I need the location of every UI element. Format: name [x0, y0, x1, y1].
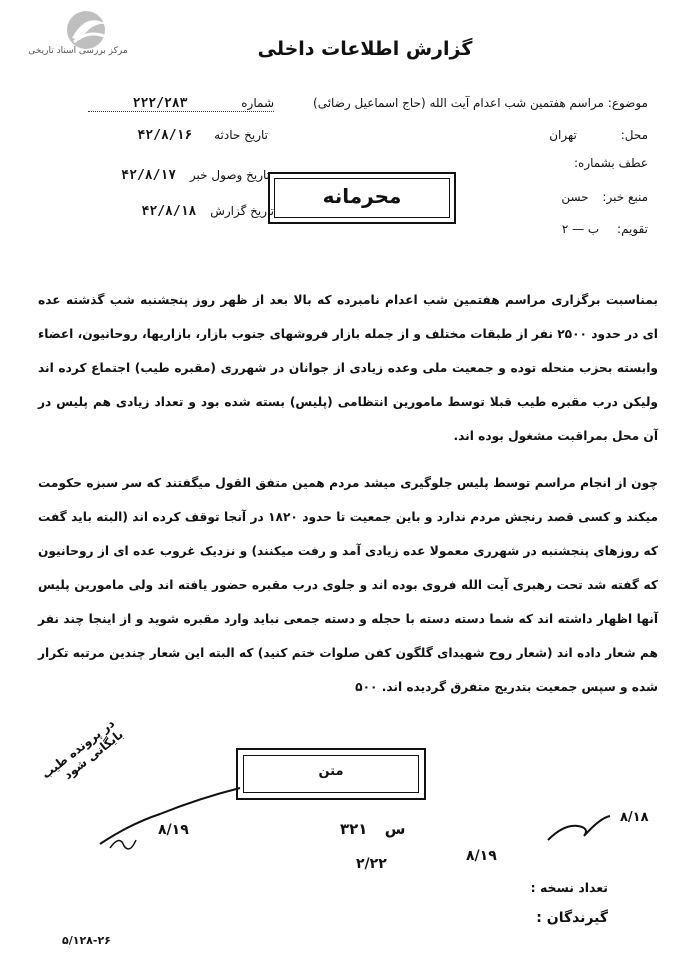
number-label: شماره	[241, 96, 274, 110]
subject-row: موضوع: مراسم هفتمین شب اعدام آیت ‌الله‌ (حاج اسماعیل رضائی)	[313, 96, 648, 110]
approval-box-text: متن	[318, 764, 344, 779]
file-label: س	[384, 820, 406, 838]
confidential-stamp-text: محرمانه	[322, 184, 402, 208]
report-paragraph-2: چون از انجام مراسم توسط پلیس جلوگیری میشد مردم همین متفق القول میگفتند که سر سبزه حکومت میکند و کسی قصد رنجش مردم ندارد و باین جمعیت تا حدود ۱۸۲۰ در آنجا توقف کرده اند (البته باید گفت که روزهای پنجشنبه در شهرری معمولا عده زیادی آمد و رفت میکنند) و نزدیک غروب عده ای از روحانیون که گفته شد تحت رهبری آیت الله فروی بوده اند و جلوی درب مقبره حضور یافته اند ولی مامورین پلیس آنها اظهار داشته اند که شما دسته دسته با حجله و دسته جمعی نباید وارد مقبره شوید و از اینجا چند نفر هم شعار داده اند (شعار روح شهیدای گلگون کفن صلوات ختم کنید) که البته این شعار چندین مرتبه تکرار شده و سپس جمعیت بتدریج متفرق گردیده اند. ۵۰۰	[38, 476, 658, 694]
report-date-row	[62, 204, 274, 219]
evaluation-row: تقویم: ب — ۲	[561, 222, 648, 236]
archive-logo-caption: مرکز بررسی اسناد تاریخی	[28, 46, 128, 56]
incident-date-label: تاریخ حادثه	[214, 128, 268, 142]
place-row: محل: تهران	[549, 128, 648, 142]
confidential-stamp	[268, 172, 456, 224]
file-number-row	[340, 820, 405, 838]
receipt-date-value: ۴۲/۸/۱۷	[121, 168, 177, 183]
reference-row: عطف بشماره:	[573, 156, 648, 170]
file-number: ۳۲۱	[340, 820, 368, 838]
number-row	[88, 96, 274, 112]
subject-value: مراسم هفتمین شب اعدام آیت ‌الله‌ (حاج اسماعیل رضائی)	[313, 96, 604, 110]
evaluation-label: تقویم	[621, 222, 648, 236]
place-value: تهران	[549, 128, 577, 142]
report-date-value: ۴۲/۸/۱۸	[141, 204, 197, 219]
report-title: گزارش اطلاعات داخلی	[257, 38, 473, 60]
source-row: منبع خبر: حسن	[561, 190, 648, 204]
margin-note-date: ۸/۱۹	[158, 822, 189, 838]
reference-label: عطف بشماره	[578, 156, 648, 170]
bottom-date: ۸/۱۹	[466, 848, 497, 864]
copies-label: تعداد نسخه :	[530, 880, 608, 895]
margin-note: در پرونده طیب بایگانی شود	[38, 716, 126, 783]
approval-box	[236, 748, 426, 800]
receipt-date-row	[62, 168, 270, 183]
receivers-label: گیرندگان :	[536, 910, 608, 926]
handwritten-signature-left	[90, 784, 250, 854]
incident-date-value: ۴۲/۸/۱۶	[137, 128, 193, 143]
subject-label: موضوع	[611, 96, 648, 110]
report-date-label: تاریخ گزارش	[210, 204, 274, 218]
source-label: منبع خبر	[606, 190, 648, 204]
number-value: ۲۲۲/۲۸۳	[132, 96, 188, 111]
archive-logo	[14, 8, 164, 70]
incident-date-row	[72, 128, 268, 143]
receipt-date-label: تاریخ وصول خبر	[189, 168, 270, 182]
evaluation-value: ب — ۲	[561, 222, 600, 236]
signature-date: ۸/۱۸	[620, 810, 649, 825]
report-paragraph-1: بمناسبت برگزاری مراسم هفتمین شب اعدام نامبرده که بالا بعد از ظهر روز پنجشنبه شب گذشته عده ای در حدود ۲۵۰۰ نفر از طبقات مختلف و از جمله بازار فروشهای جنوب بازار، بازاریها، روحانیون، اعضاء وابسته بحزب منحله توده و جمعیت ملی وعده زیادی از جوانان در شهرری (مقبره طیب) اجتماع کرده اند ولیکن درب مقبره طیب قبلا توسط مامورین انتظامی (پلیس) بسته شده بود و تعداد زیادی هم پلیس در آن محل بمراقبت مشغول بوده اند.	[38, 293, 658, 443]
bottom-date-2: ۲/۲۲	[356, 856, 387, 872]
source-value: حسن	[561, 190, 589, 204]
document-code: ۵/۱۲۸-۲۶	[62, 934, 111, 947]
place-label: محل	[624, 128, 648, 142]
